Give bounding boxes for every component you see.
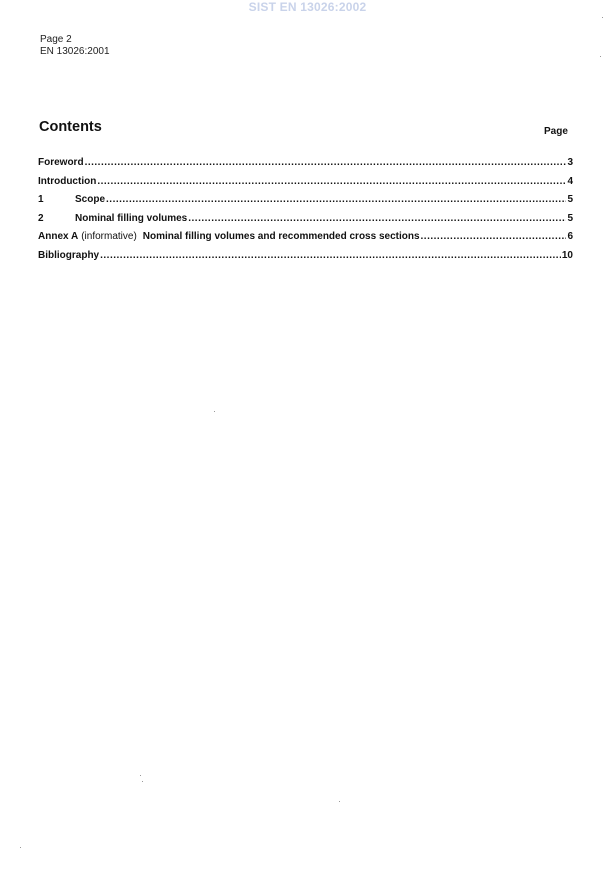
toc-leader bbox=[106, 194, 566, 205]
toc-entry-page: 10 bbox=[561, 249, 573, 261]
watermark: SIST EN 13026:2002 bbox=[248, 0, 367, 14]
toc-annex-tag: Annex A bbox=[38, 231, 79, 242]
page-column-label: Page bbox=[544, 126, 568, 137]
toc-entry-page: 6 bbox=[567, 231, 573, 242]
toc-entry-page: 5 bbox=[567, 212, 573, 224]
toc-entry-label: Bibliography bbox=[38, 249, 100, 261]
scan-speck bbox=[142, 781, 143, 782]
toc-entry-bibliography[interactable] bbox=[38, 250, 573, 269]
toc-leader bbox=[97, 176, 566, 187]
page-header bbox=[40, 34, 110, 58]
toc-entry-label: Nominal filling volumes and recommended cross sections bbox=[142, 231, 420, 242]
scan-speck bbox=[140, 775, 141, 776]
toc-leader bbox=[100, 250, 561, 261]
page-number: Page 2 bbox=[40, 34, 72, 45]
toc-entry-page: 4 bbox=[567, 175, 573, 187]
toc-entry-annex-a[interactable] bbox=[38, 231, 573, 250]
toc-entry-page: 5 bbox=[567, 194, 573, 205]
toc-entry-nominal-filling-volumes[interactable] bbox=[38, 213, 573, 232]
toc-entry-number: 2 bbox=[38, 212, 44, 224]
scan-speck bbox=[339, 801, 340, 802]
toc-annex-type: (informative) bbox=[81, 231, 137, 242]
contents-title: Contents bbox=[39, 119, 102, 135]
table-of-contents bbox=[38, 157, 573, 268]
toc-leader bbox=[188, 213, 566, 224]
toc-entry-label: Foreword bbox=[38, 157, 84, 168]
toc-entry-number: 1 bbox=[38, 194, 44, 205]
toc-leader bbox=[85, 157, 567, 168]
scan-speck bbox=[20, 847, 21, 848]
toc-entry-label: Nominal filling volumes bbox=[75, 212, 188, 224]
standard-id: EN 13026:2001 bbox=[40, 46, 110, 57]
toc-entry-page: 3 bbox=[567, 157, 573, 168]
toc-entry-foreword[interactable] bbox=[38, 157, 573, 176]
toc-entry-label: Introduction bbox=[38, 175, 97, 187]
toc-entry-scope[interactable] bbox=[38, 194, 573, 213]
toc-entry-introduction[interactable] bbox=[38, 176, 573, 195]
scan-speck bbox=[602, 17, 603, 18]
scan-speck bbox=[600, 56, 601, 57]
toc-entry-label: Scope bbox=[75, 194, 106, 205]
scan-speck bbox=[214, 411, 215, 412]
toc-leader bbox=[421, 231, 567, 242]
